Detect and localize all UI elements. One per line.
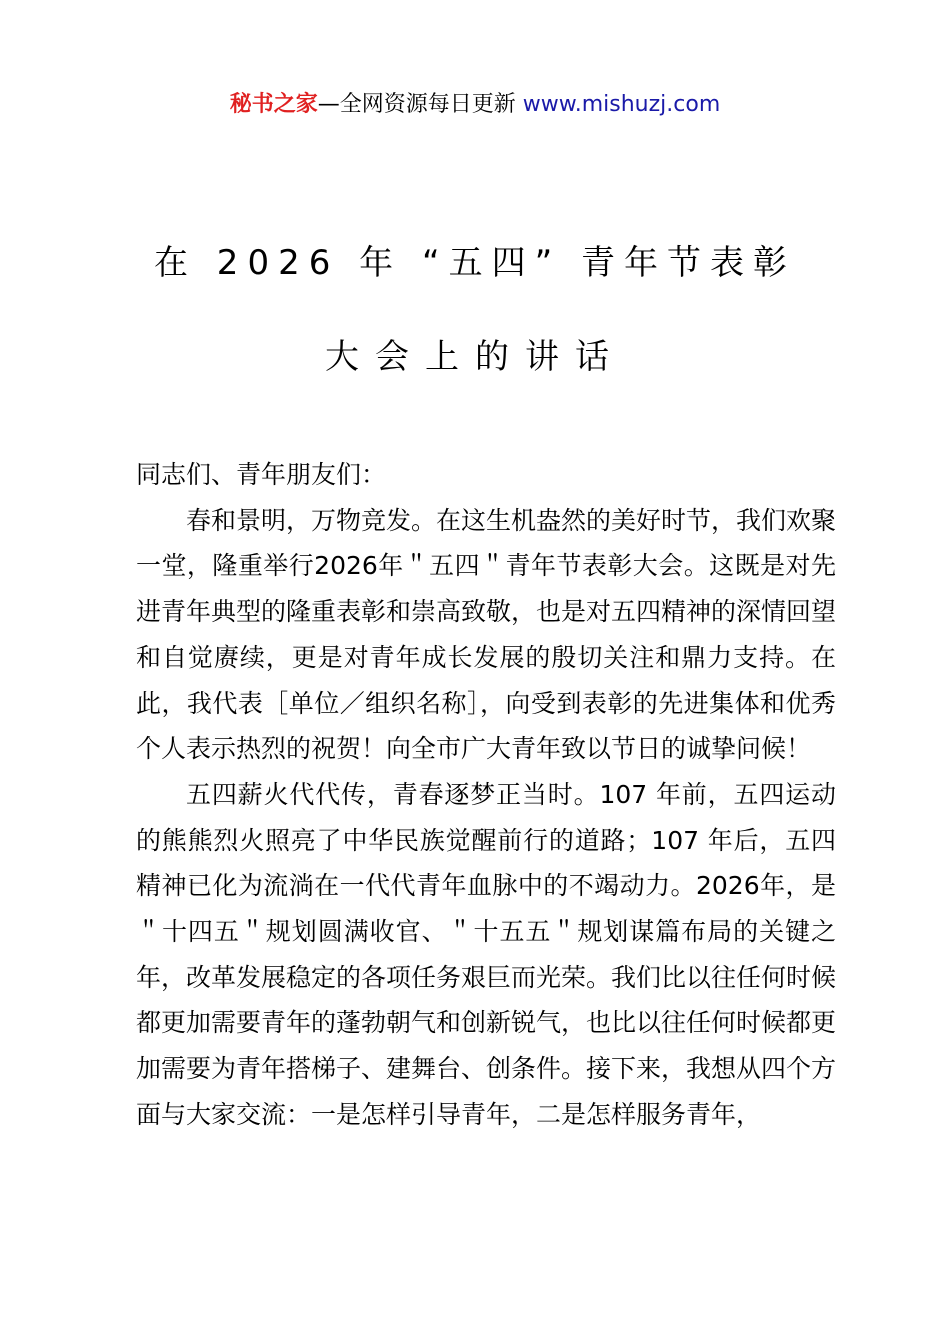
website-link[interactable]: www.mishuzj.com: [522, 92, 721, 117]
salutation: 同志们、青年朋友们：: [136, 460, 387, 489]
paragraph-2: 五四薪火代代传，青春逐梦正当时。107 年前，五四运动的熊熊烈火照亮了中华民族觉醒前行的道路；107 年后，五四精神已化为流淌在一代代青年血脉中的不竭动力。2026年，是＂十四五＂规划圆满收官、＂十五五＂规划谋篇布局的关键之年，改革发展稳定的各项任务艰巨而光荣。我们比以往任何时候都更加需要青年的蓬勃朝气和创新锐气，也比以往任何时候都更加需要为青年搭梯子、建舞台、创条件。接下来，我想从四个方面与大家交流：一是怎样引导青年，二是怎样服务青年，: [136, 779, 837, 1129]
brand-name: 秘书之家: [229, 92, 318, 117]
document-title-line-1: 在 2026 年 “五四” 青年节表彰: [154, 243, 796, 283]
header-slogan: —全网资源每日更新: [317, 92, 516, 117]
speech-body: [136, 452, 836, 1138]
paragraph-1: 春和景明，万物竞发。在这生机盎然的美好时节，我们欢聚一堂，隆重举行2026年＂五四＂青年节表彰大会。这既是对先进青年典型的隆重表彰和崇高致敬，也是对五四精神的深情回望和自觉赓续，更是对青年成长发展的殷切关注和鼎力支持。在此，我代表［单位／组织名称］，向受到表彰的先进集体和优秀个人表示热烈的祝贺！向全市广大青年致以节日的诚挚问候！: [136, 505, 837, 764]
document-title-line-2: 大会上的讲话: [325, 337, 625, 377]
page-header: [0, 90, 950, 120]
